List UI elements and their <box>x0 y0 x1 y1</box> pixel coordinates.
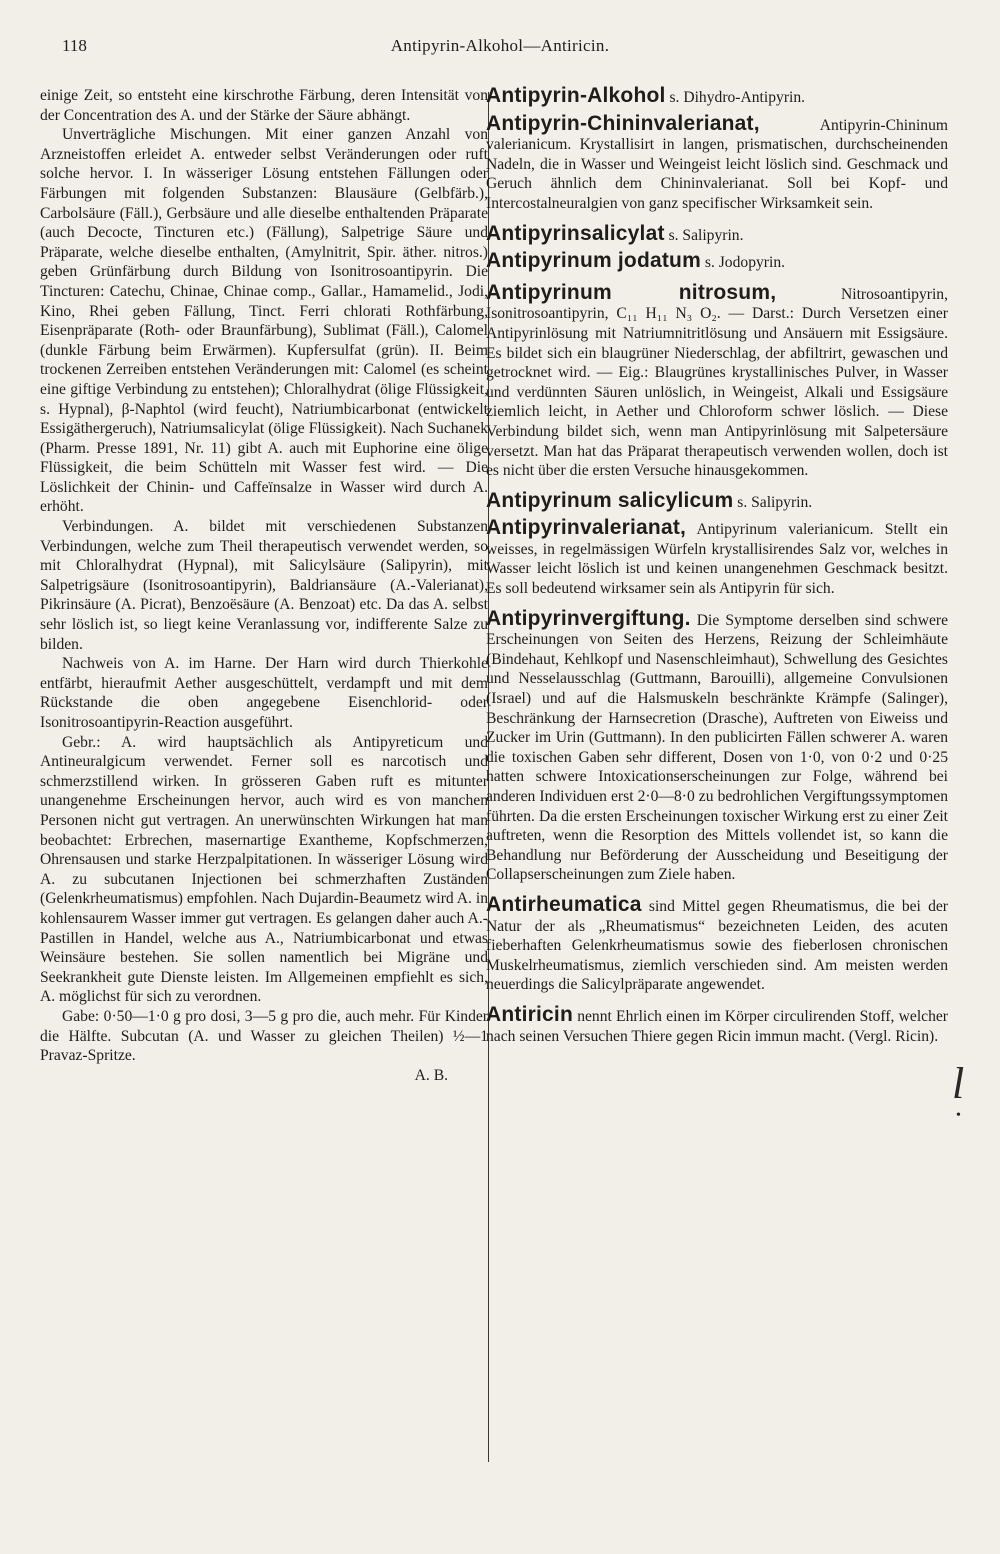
entry-headword: Antirheumatica <box>486 892 642 916</box>
entry-headword: Antipyrinum jodatum <box>486 249 701 273</box>
right-column <box>486 86 948 1052</box>
entry-headword: Antipyrin-Chininvalerianat, <box>486 111 760 135</box>
author-signature: A. B. <box>414 1066 448 1084</box>
dictionary-entry <box>486 221 948 246</box>
running-title: Antipyrin-Alkohol—Antiricin. <box>390 36 610 55</box>
dictionary-entry <box>486 892 948 995</box>
dictionary-entry <box>486 518 948 598</box>
paragraph: Verbindungen. A. bildet mit verschiedenen Substanzen Verbindungen, welche zum Theil therapeutisch verwendet werden, so mit Chloralhydrat (Hypnal), mit Salicylsäure (Salipyrin), mit Salpetrigsäure (Isonitrosoantipyrin), Baldriansäure (A.-Valerianat), Pikrinsäure (A. Picrat), Benzoësäure (A. Benzoat) etc. Da das A. selbst sehr löslich ist, so liegt keine Veranlassung vor, indifferente Salze zu bilden. <box>40 518 488 653</box>
entry-text: s. Salipyrin. <box>668 226 744 244</box>
entry-text: s. Jodopyrin. <box>704 254 786 272</box>
entry-headword: Antipyrinvalerianat, <box>486 516 687 540</box>
page-number: 118 <box>62 36 87 55</box>
left-column <box>40 86 488 1085</box>
entry-text: Antipyrinum valerianicum. Stellt ein weisses, in regelmässigen Würfeln krystallisirendes Salz vor, welches in Wasser leicht löslich ist und keinen unangenehmen Geschmack besitzt. Es soll bedeutend wirksamer sein als Antipyrin für sich. <box>486 521 949 598</box>
entry-text: Die Symptome derselben sind schwere Erscheinungen von Seiten des Herzens, Reizung der Schleimhäute (Bindehaut, Kehlkopf und Nasenschleimhaut), Schwellung des Gesichtes und Nesselausschlag (Guttmann, Barouilli), allgemeine Convulsionen (Israel) und auf die Halsmuskeln beschränkte Krämpfe (Salinger), Beschränkung der Harnsecretion (Drasche), Auftreten von Eiweiss und Zucker im Urin (Guttmann). In den publicirten Fällen schwerer A. waren die toxischen Gaben sehr different, Dosen von 1·0, von 0·2 und 0·25 hatten schwere Intoxicationserscheinungen zur Folge, während bei anderen Individuen erst 2·0—8·0 zu bedrohlichen Vergiftungssymptomen führten. Da die ersten Erscheinungen toxischer Wirkung erst zu einer Zeit auftreten, wenn die Resorption des Mittels vollendet ist, so kann die Behandlung nur Beförderung der Ausscheidung und Beseitigung der Collapserscheinungen zum Ziele haben. <box>486 611 949 884</box>
paragraph: Gebr.: A. wird hauptsächlich als Antipyreticum und Antineuralgicum verwendet. Ferner soll es narcotisch und schmerzstillend wirken. In grösseren Gaben ruft es mitunter unangenehme Erscheinungen hervor, auch wird es von manchen Personen nicht gut vertragen. An unerwünschten Wirkungen hat man beobachtet: Erbrechen, masernartige Exantheme, Kopfschmerzen, Ohrensausen und starke Herzpalpitationen. In wässeriger Lösung wird A. zu subcutanen Injectionen bei schmerzhaften Zuständen (Gelenkrheumatismus) empfohlen. Nach Dujardin-Beaumetz wird A. in kohlensaurem Wasser immer gut vertragen. Es gelangen daher auch A.-Pastillen in Handel, welche aus A., Natriumbicarbonat und etwas Weinsäure bestehen. Sie sollen namentlich bei Migräne und Seekrankheit gute Dienste leisten. Im Allgemeinen empfiehlt es sich, A. möglichst für sich zu verordnen. <box>40 733 488 1006</box>
margin-dot: • <box>956 1108 961 1123</box>
dictionary-entry <box>486 111 948 214</box>
entry-text: nennt Ehrlich einen im Körper circulirenden Stoff, welcher nach seinen Versuchen Thiere gegen Ricin immun macht. (Vergl. Ricin). <box>486 1007 948 1045</box>
dictionary-entry <box>486 280 948 481</box>
entry-text: sind Mittel gegen Rheumatismus, die bei der Natur der als „Rheumatismus“ bezeichneten Leiden, des acuten fieberhaften Gelenkrheumatismus sowie des fieberlosen chronischen Muskelrheumatismus, ziemlich verschieden sind. Am meisten werden neuerdings die Salicylpräparate angewendet. <box>486 897 948 994</box>
paragraph: Gabe: 0·50—1·0 g pro dosi, 3—5 g pro die, auch mehr. Für Kinder die Hälfte. Subcutan (A. und Wasser zu gleichen Theilen) ½—1 Pravaz-Spritze. <box>40 1007 488 1065</box>
dictionary-entry <box>486 606 949 885</box>
entry-headword: Antipyrinum nitrosum, <box>486 280 777 304</box>
entry-headword: Antipyrin-Alkohol <box>486 84 666 107</box>
paragraph: einige Zeit, so entsteht eine kirschrothe Färbung, deren Intensität von der Concentration des A. und der Stärke der Säure abhängt. <box>40 87 488 124</box>
dictionary-entry <box>486 488 948 513</box>
entry-text: Nitrosoantipyrin, Isonitrosoantipyrin, C₁₁ H₁₁ N₃ O₂. — Darst.: Durch Versetzen einer Antipyrinlösung mit Natriumnitritlösung und Ansäuern mit Essigsäure. Es bildet sich ein blaugrüner Niederschlag, der abfiltrirt, gewaschen und getrocknet wird. — Eig.: Blaugrünes krystallinisches Pulver, in Wasser und verdünnten Säuren unlöslich, in Weingeist, Alkali und Essigsäure ziemlich leicht, in Aether und Chloroform schwer löslich. — Diese Verbindung bildet sich, wenn man Antipyrinlösung mit Salpetersäure versetzt. Man hat das Präparat therapeutisch verwenden wollen, doch ist es nicht über die ersten Versuche hinausgekommen. <box>486 285 948 480</box>
entry-text: s. Dihydro-Antipyrin. <box>669 89 806 106</box>
dictionary-entry <box>486 86 948 108</box>
entry-headword: Antipyrinum salicylicum <box>486 488 734 512</box>
paragraph: Unverträgliche Mischungen. Mit einer ganzen Anzahl von Arzneistoffen erleidet A. entweder selbst Veränderungen oder ruft solche hervor. I. In wässeriger Lösung entstehen Fällungen oder Färbungen mit folgenden Substanzen: Blausäure (Gelbfärb.), Carbolsäure (Fäll.), Gerbsäure und alle dieselbe enthaltenden Präparate (auch Decocte, Tincturen etc.) (Fällung), Salpetrige Säure und Präparate, welche dieselbe enthalten, (Amylnitrit, Spir. äther. nitros.) geben Grünfärbung durch Bildung von Isonitrosoantipyrin. Die Tincturen: Catechu, Chinae, Chinae comp., Gallar., Hamamelid., Jodi, Kino, Rhei geben Fällung, Tinct. Ferri chlorati Rothfärbung, Eisenpräparate (Roth- oder Braunfärbung), Sublimat (Fäll.), Calomel (dunkle Färbung beim Erwärmen). Kupfersulfat (grün). II. Beim trockenen Zerreiben entstehen Veränderungen mit: Calomel (es scheint eine giftige Verbindung zu entstehen); Chloralhydrat (ölige Flüssigkeit, s. Hypnal), β-Naphtol (wird feucht), Natriumbicarbonat (entwickelt Essigäthergeruch), Natriumsalicylat (ölige Flüssigkeit). Nach Suchanek (Pharm. Presse 1891, Nr. 11) gibt A. auch mit Euphorine eine ölige Flüssigkeit, die beim Schütteln mit Wasser fest wird. — Die Löslichkeit der Chinin- und Caffeïnsalze in Wasser wird durch A. erhöht. <box>40 126 488 516</box>
entry-headword: Antipyrinsalicylat <box>486 221 665 245</box>
dictionary-entry <box>486 251 948 273</box>
dictionary-entry <box>486 1002 948 1046</box>
entry-text: s. Salipyrin. <box>737 493 813 511</box>
paragraph: Nachweis von A. im Harne. Der Harn wird durch Thierkohle entfärbt, hieraufmit Aether ausgeschüttelt, verdampft und mit dem Rückstande die oben angegebene Eisenchlorid- oder Isonitrosoantipyrin-Reaction ausgeführt. <box>40 655 488 731</box>
entry-text: Antipyrin-Chininum valerianicum. Krystallisirt in langen, prismatischen, durchscheinenden Nadeln, die in Wasser und Weingeist leicht löslich sind. Geschmack und Geruch ähnlich dem Chininvalerianat. Soll bei Kopf- und Intercostalneuralgien von ganz specifischer Wirksamkeit sein. <box>486 116 948 212</box>
page-header <box>62 30 938 60</box>
handwritten-margin-mark: l <box>952 1059 965 1108</box>
entry-headword: Antiricin <box>486 1002 573 1026</box>
entry-headword: Antipyrinvergiftung. <box>486 606 691 630</box>
